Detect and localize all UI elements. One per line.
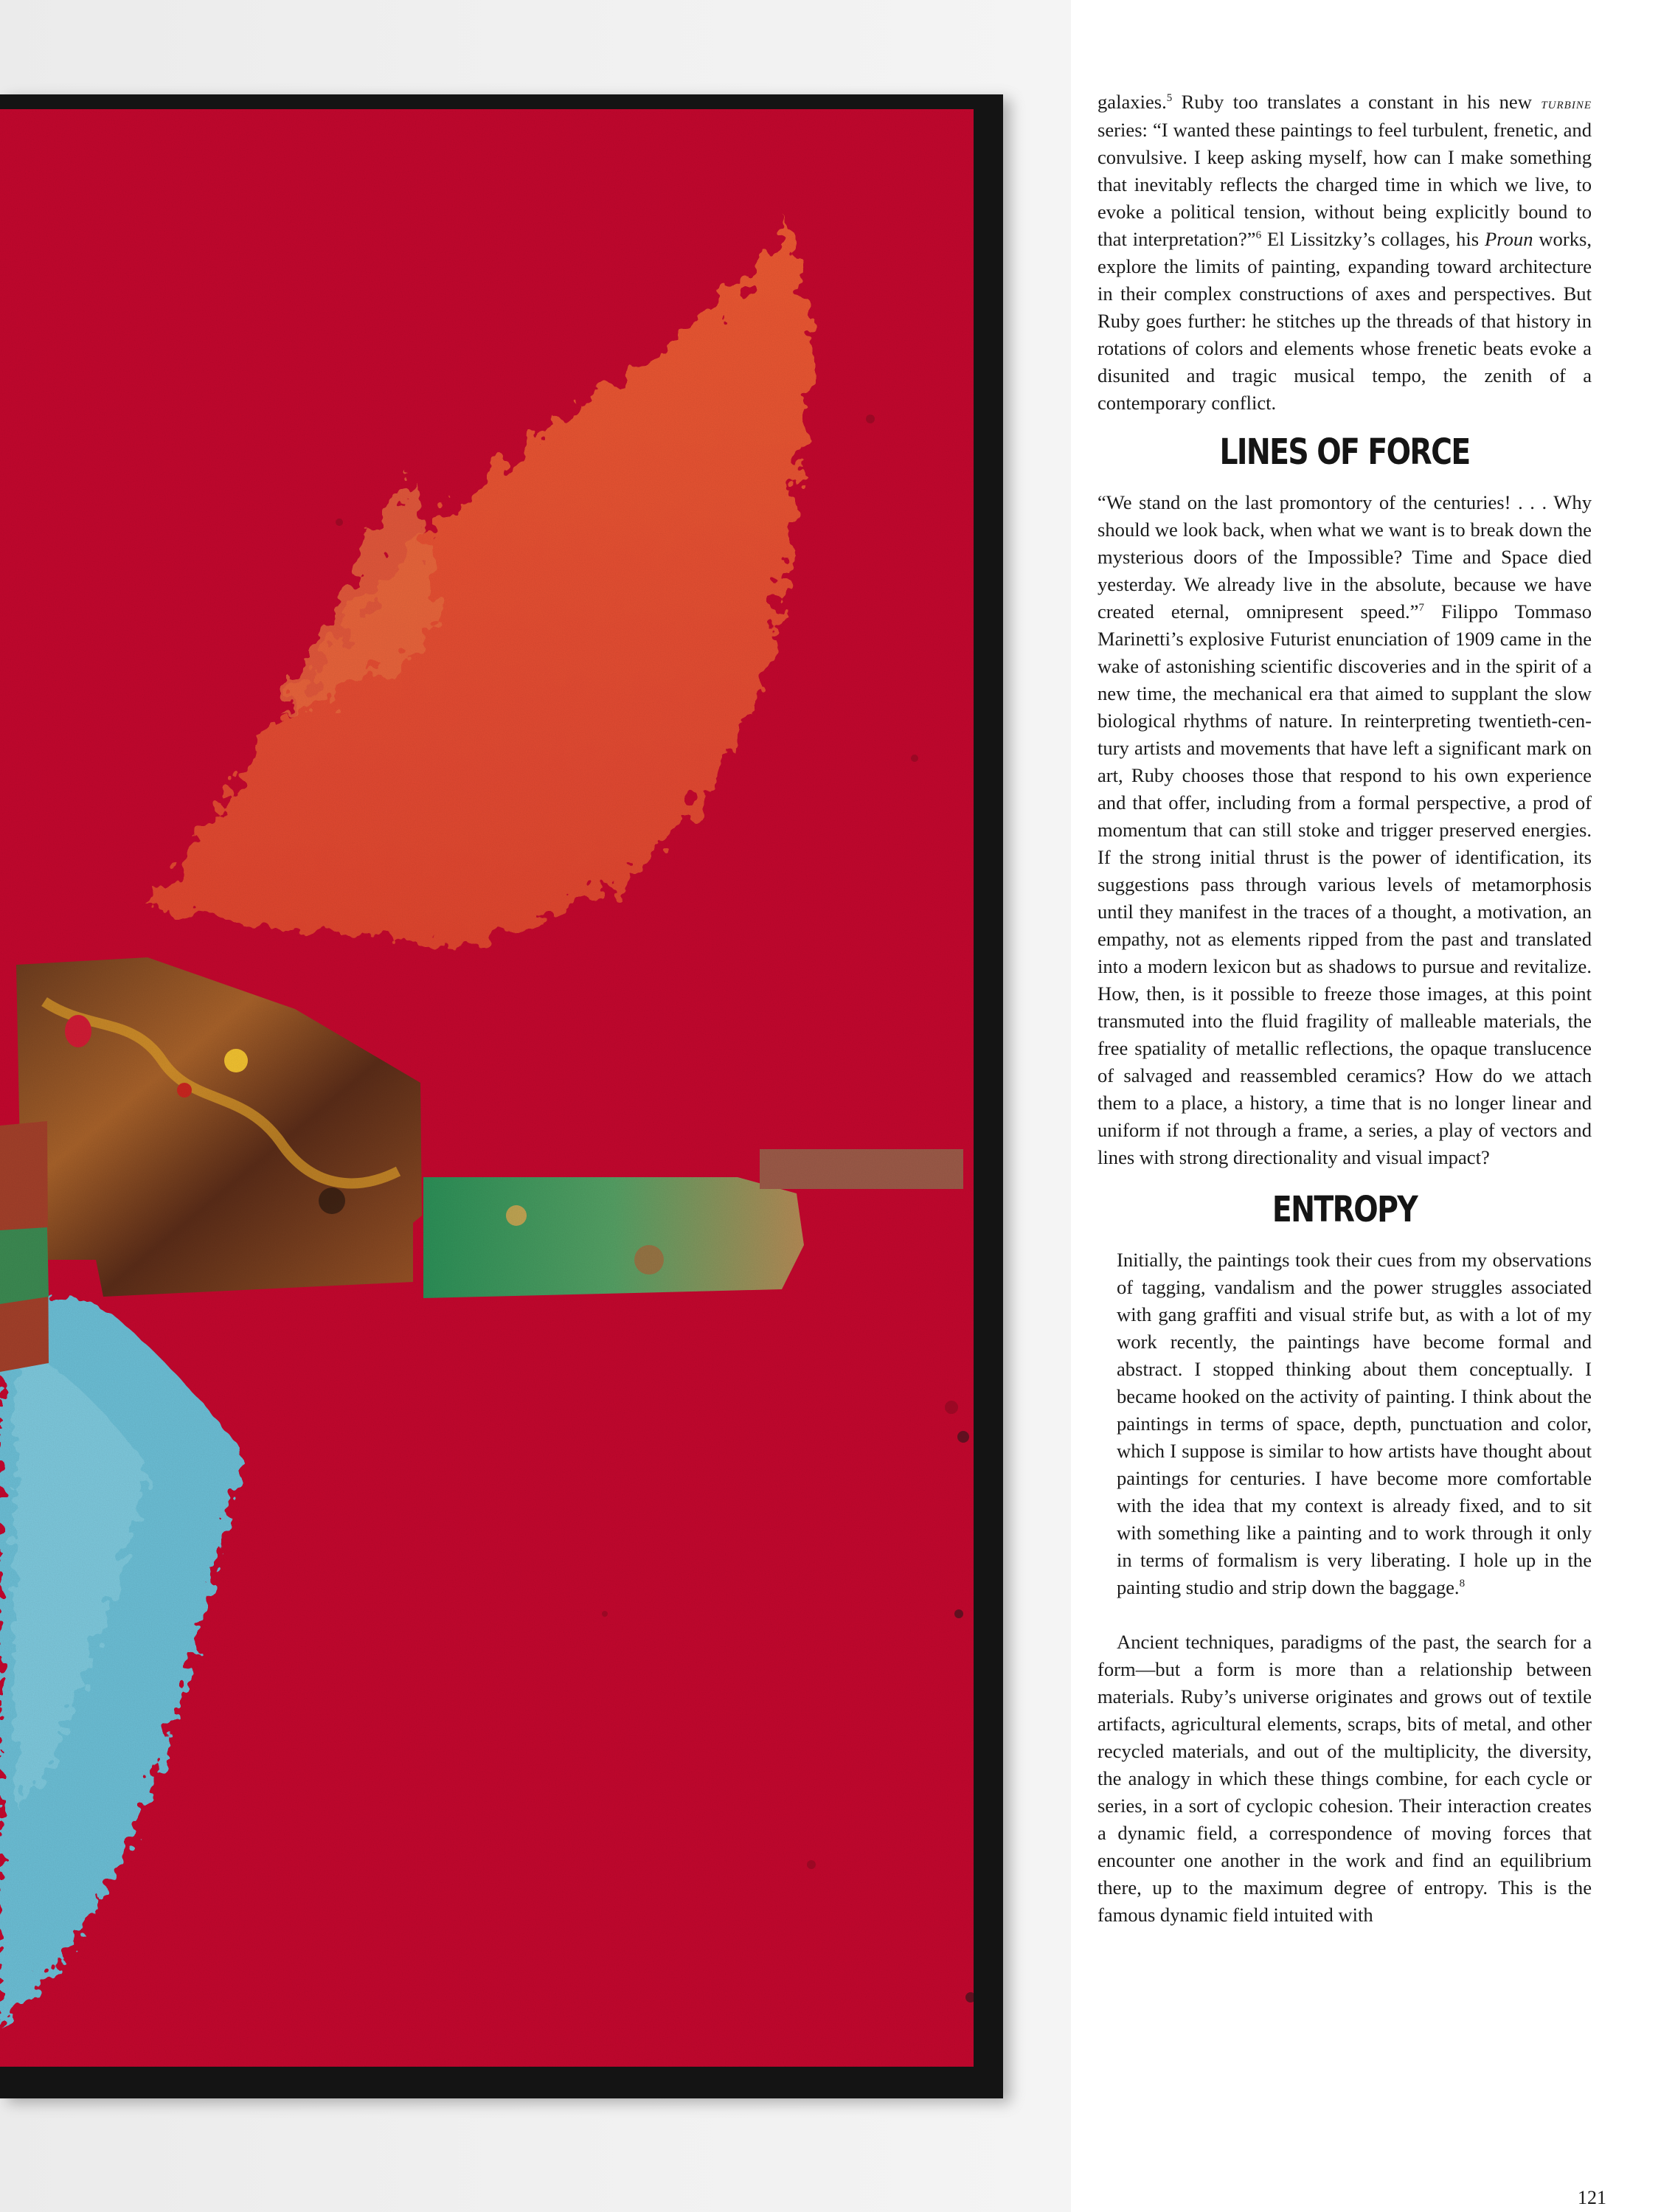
text-run: galaxies. xyxy=(1097,91,1167,113)
article-column xyxy=(1097,89,1592,1929)
section-heading-lines-of-force: LINES OF FORCE xyxy=(1219,431,1470,473)
section-heading-entropy: ENTROPY xyxy=(1272,1189,1418,1230)
text-run: Initially, the paintings took their cues from my observations of tagging, vandalism and the power struggles associated with gang graffiti and visual strife but, as with a lot of my work recently, the paintings have become formal and abstract. I stopped thinking about them conceptually. I became hooked on the activity of painting. I think about the paintings in terms of space, depth, punctuation and color, which I suppose is similar to how artists have thought about paintings for centuries. I have become more comfortable with the idea that my context is already fixed, and to sit with something like a painting and to work through it only in terms of formalism is very liberating. I hole up in the painting studio and strip down the baggage. xyxy=(1117,1249,1592,1598)
text-run: series: “I wanted these paintings to feel turbulent, frenetic, and convulsive. I keep asking myself, how can I make something that inevitably reflects the charged time in which we live, to evoke a political tension, without being explicitly bound to that interpretation?” xyxy=(1097,119,1592,250)
footnote-ref-8: 8 xyxy=(1459,1578,1466,1590)
paragraph-futurism xyxy=(1097,489,1592,1171)
footnote-ref-5: 5 xyxy=(1166,92,1173,105)
paragraph-entropy: Ancient techniques, paradigms of the past, the search for a form—but a form is more than a relationship between materials. Ruby’s universe originates and grows out of textile artifacts, agricultural elements, scraps, bits of metal, and other recycled materials, and out of the multiplicity, the diversity, the analogy in which these things combine, for each cycle or series, in a sort of cyclopic cohesion. Their interaction creates a dynamic field, a correspondence of moving forces that encounter one another in the work and find an equilibrium there, up to the maximum degree of entropy. This is the famous dynamic field intuited with xyxy=(1097,1631,1592,1926)
text-run: Filippo Tommaso Marinetti’s explosive Futurist enunciation of 1909 came in the wake of astonishing scientific discoveries and in the spirit of a new time, the mechanical era that aimed to supplant the slow biological rhythms of nature. In reinterpreting twentieth-century artists and movements that have left a significant mark on art, Ruby chooses those that respond to his own experience and that offer, including from a formal perspective, a prod of momentum that can still stoke and trigger preserved energies. If the strong initial thrust is the power of identification, its suggestions pass through various levels of metamorphosis until they manifest in the traces of a thought, a motivation, an empathy, not as elements ripped from the past and translated into a modern lexicon but as shadows to pursue and revitalize. How, then, is it possible to freeze those images, at this point transmuted into the fluid fragility of malleable materials, the free spatiality of metallic reflections, the opaque translucence of salvaged and reassembled ceramics? How do we attach them to a place, a history, a time that is no longer linear and uniform if not through a frame, a series, a play of vectors and lines with strong directionality and visual impact? xyxy=(1097,600,1592,1168)
text-run: works, explore the limits of painting, expanding toward architecture in their complex constructions of axes and perspectives. But Ruby goes further: he stitches up the threads of that history in rotations of colors and elements whose frenetic beats evoke a disunited and tragic musical tempo, the zenith of a contemporary conflict. xyxy=(1097,228,1592,414)
painting xyxy=(0,109,974,2067)
footnote-ref-6: 6 xyxy=(1255,229,1262,242)
text-run: El Lissitzky’s collages, his xyxy=(1261,228,1485,250)
block-quote xyxy=(1117,1247,1592,1601)
page-number: 121 xyxy=(1578,2187,1606,2208)
proun-title: Proun xyxy=(1485,228,1533,250)
text-run: Ruby too translates a constant in his new xyxy=(1172,91,1542,113)
paragraph-turbine xyxy=(1097,89,1592,417)
text-run: “We stand on the last promontory of the centuries! . . . Why should we look back, when what we want is to break down the mysterious doors of the Impossible? Time and Space died yesterday. We already live in the absolute, because we have created eternal, omnipresent speed.” xyxy=(1097,491,1592,623)
series-name: turbine xyxy=(1541,94,1592,112)
footnote-ref-7: 7 xyxy=(1418,602,1424,614)
